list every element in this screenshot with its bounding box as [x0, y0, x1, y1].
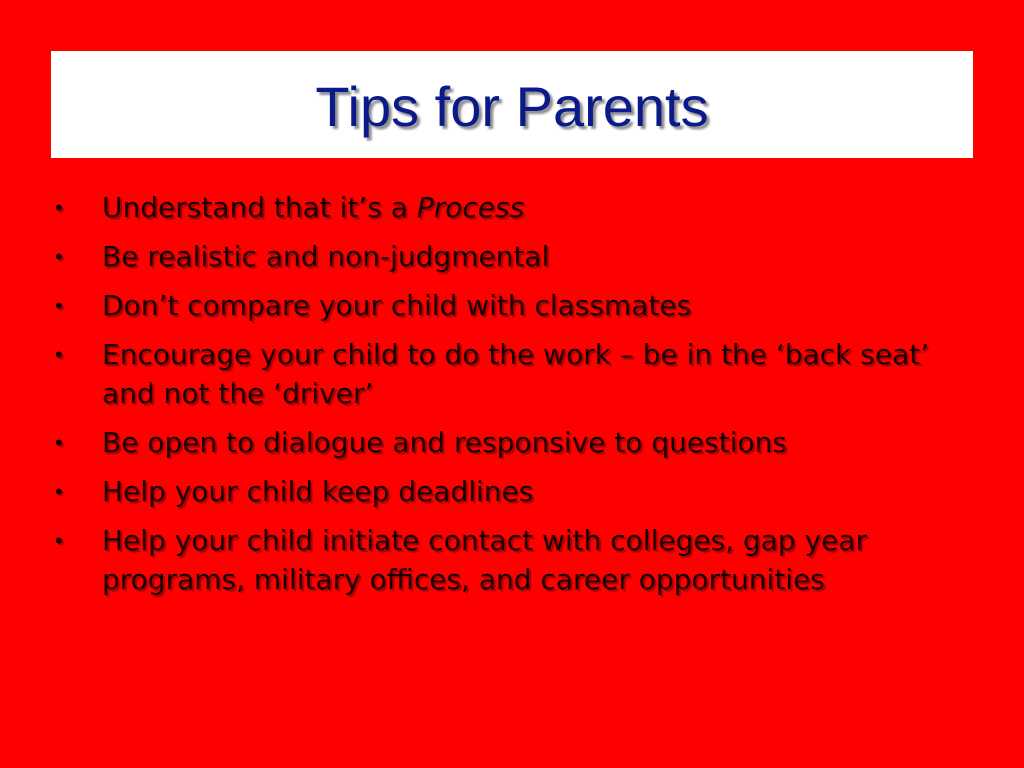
bullet-icon: • — [55, 244, 63, 269]
bullet-text: Help your child keep deadlines — [102, 475, 534, 508]
slide-title: Tips for Parents — [315, 75, 709, 138]
bullet-text: Encourage your child to do the work – be in the ‘back seat’ and not the ‘driver’ — [102, 338, 930, 410]
bullet-text: Be realistic and non-judgmental — [102, 240, 550, 273]
bullet-emphasis: Process — [416, 191, 525, 224]
bullet-text: Understand that it’s a — [102, 191, 417, 224]
bullet-text: Be open to dialogue and responsive to questions — [102, 426, 787, 459]
bullet-icon: • — [55, 293, 63, 318]
list-item — [55, 286, 975, 325]
list-item — [55, 472, 975, 511]
bullet-icon: • — [55, 195, 63, 220]
title-box — [51, 51, 973, 158]
bullet-text: Help your child initiate contact with colleges, gap year programs, military offices, and career opportunities — [102, 524, 868, 596]
list-item — [55, 237, 975, 276]
bullet-text: Don’t compare your child with classmates — [102, 289, 692, 322]
bullet-list — [55, 188, 975, 609]
bullet-icon: • — [55, 342, 63, 367]
list-item — [55, 335, 975, 413]
bullet-icon: • — [55, 479, 63, 504]
list-item — [55, 188, 975, 227]
bullet-icon: • — [55, 528, 63, 553]
bullet-icon: • — [55, 430, 63, 455]
list-item — [55, 521, 975, 599]
list-item — [55, 423, 975, 462]
